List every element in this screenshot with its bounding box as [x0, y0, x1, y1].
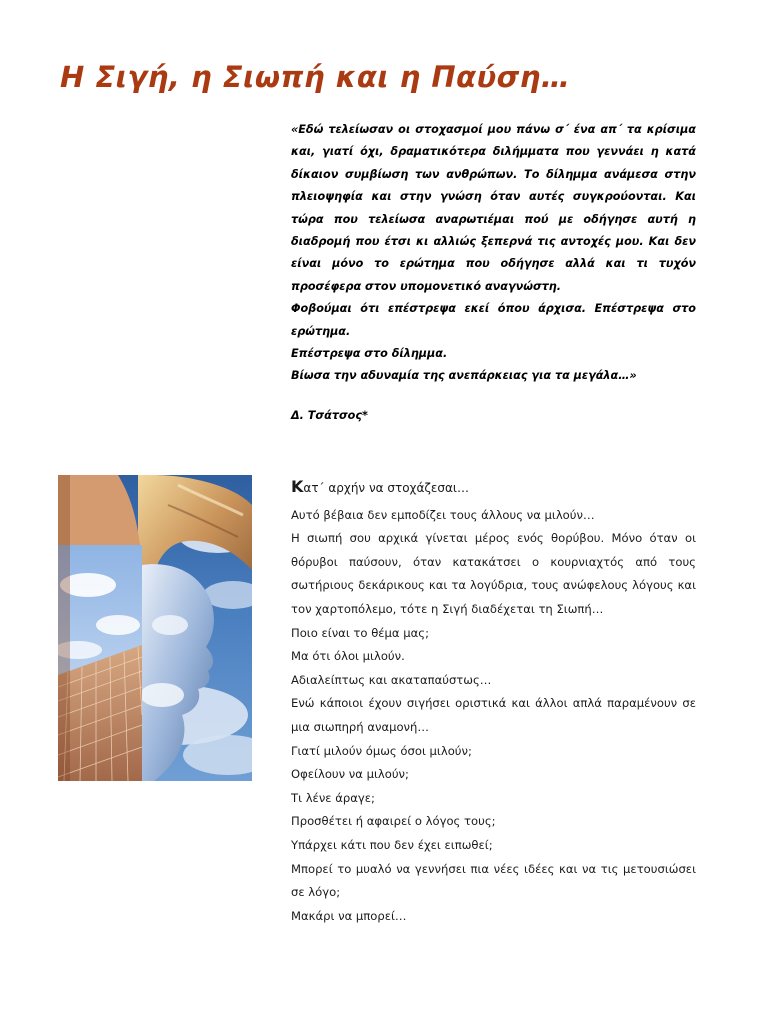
body-paragraph: Οφείλουν να μιλούν; [291, 767, 409, 782]
body-paragraph: Μπορεί το μυαλό να γεννήσει πια νέες ιδέες και να τις μετουσιώσει σε λόγο; [291, 861, 696, 900]
section-heading-rest: ατ΄ αρχήν να στοχάζεσαι… [303, 481, 469, 495]
epigraph-author: Δ. Τσάτσος* [291, 408, 368, 422]
epigraph-paragraph-1: «Εδώ τελείωσαν οι στοχασμοί μου πάνω σ΄ ένα απ΄ τα κρίσιμα και, γιατί όχι, δραματικότερα διλήμματα που γεννάει η κατά δίκαιον συμβίωση των ανθρώπων. Το δίλημμα ανάμεσα στην πλειοψηφία και στην γνώση όταν αυτές συγκρούονται. Και τώρα που τελείωσα αναρωτιέμαι πού με οδήγησε αυτή η διαδρομή που έτσι κι αλλιώς ξεπερνά τις αντοχές μου. Και δεν είναι μόνο το ερώτημα που οδήγησε αλλά και τι τυχόν προσέφερα στον υπομονετικό αναγνώστη. [291, 123, 696, 293]
page-title: Η Σιγή, η Σιωπή και η Παύση… [60, 60, 571, 94]
body-paragraph: Ενώ κάποιοι έχουν σιγήσει οριστικά και άλλοι απλά παραμένουν σε μια σιωπηρή αναμονή… [291, 696, 696, 734]
section-heading [291, 475, 696, 501]
body-paragraph: Τι λένε άραγε; [291, 790, 375, 805]
body-paragraph: Υπάρχει κάτι που δεν έχει ειπωθεί; [291, 837, 493, 852]
section-heading-initial: Κ [291, 477, 304, 496]
epigraph-quote [291, 119, 696, 427]
body-paragraph: Μα ότι όλοι μιλούν. [291, 649, 405, 664]
epigraph-paragraph-3: Επέστρεψα στο δίλημμα. [291, 347, 448, 361]
body-paragraph: Η σιωπή σου αρχικά γίνεται μέρος ενός θορύβου. Μόνο όταν οι θόρυβοι παύσουν, όταν κατακάτσει ο κουρνιαχτός από τους σωτήριους δεκάρικους και τα λογύδρια, τους ανώφελους λόγους και τον χαρτοπόλεμο, τότε η Σιγή διαδέχεται τη Σιωπή… [291, 531, 696, 616]
surreal-face-clouds-illustration [58, 475, 252, 781]
body-paragraph: Μακάρι να μπορεί… [291, 908, 407, 923]
body-paragraph: Ποιο είναι το θέμα μας; [291, 625, 429, 640]
article-body [291, 475, 696, 928]
body-paragraph: Γιατί μιλούν όμως όσοι μιλούν; [291, 743, 472, 758]
epigraph-paragraph-2: Φοβούμαι ότι επέστρεψα εκεί όπου άρχισα. Επέστρεψα στο ερώτημα. [291, 302, 696, 338]
body-paragraph: Αδιαλείπτως και ακαταπαύστως… [291, 672, 492, 687]
epigraph-paragraph-4: Βίωσα την αδυναμία της ανεπάρκειας για τα μεγάλα…» [291, 369, 637, 383]
body-paragraph: Αυτό βέβαια δεν εμποδίζει τους άλλους να μιλούν… [291, 507, 595, 522]
body-paragraph: Προσθέτει ή αφαιρεί ο λόγος τους; [291, 814, 496, 829]
